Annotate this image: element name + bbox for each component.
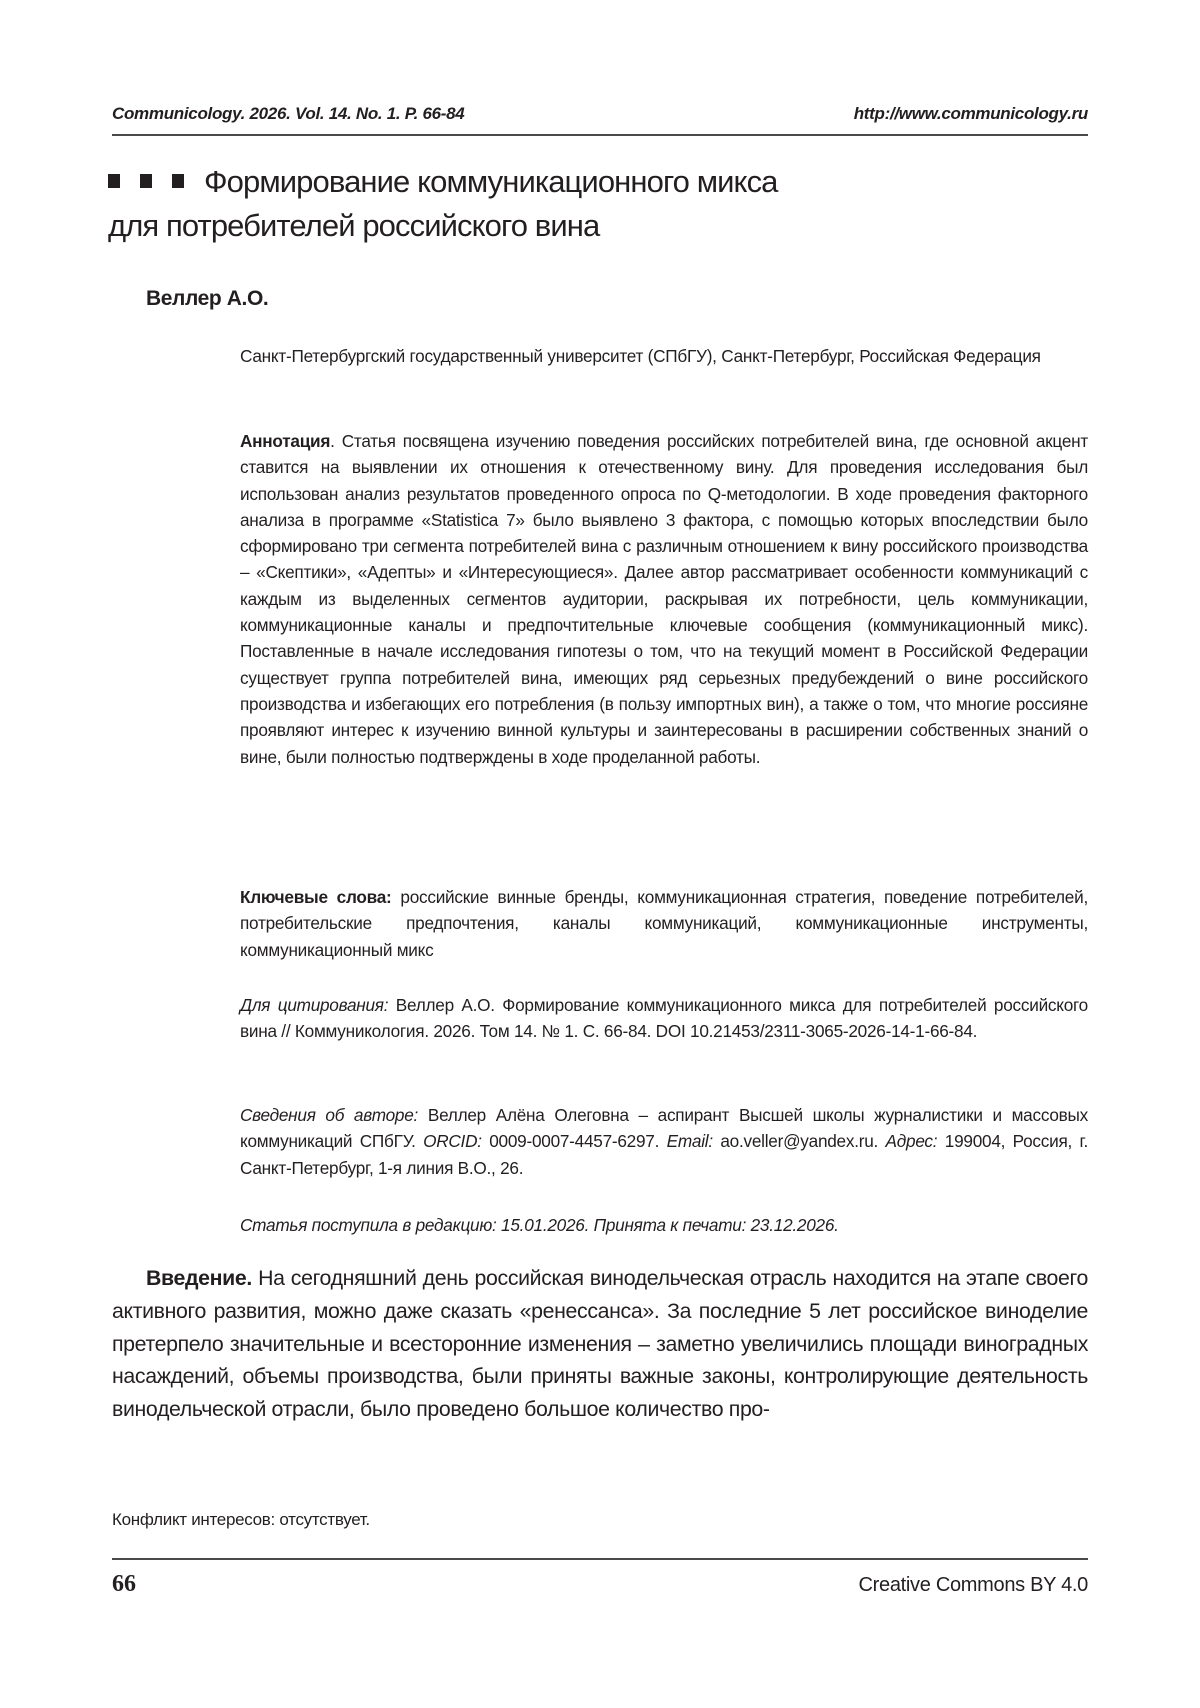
submission-dates: Статья поступила в редакцию: 15.01.2026. Принята к печати: 23.12.2026. [240,1215,839,1235]
abstract [240,428,1088,770]
journal-url[interactable]: http://www.communicology.ru [853,104,1088,123]
orcid-label: ORCID: [423,1131,482,1152]
abstract-label: Аннотация [240,431,331,451]
introduction-text: На сегодняшний день российская винодельческая отрасль находится на этапе своего активного развития, можно даже сказать «ренессанса». За последние 5 лет российское виноделие претерпело значительные и всесторонние изменения – заметно увеличились площади виноградных насаждений, объемы производства, были приняты важные законы, контролирующие деятельность винодельческой отрасли, было проведено большое количество про- [112,1266,1088,1422]
header-divider [112,134,1088,136]
author-info-label: Сведения об авторе: [240,1105,419,1125]
title-line-1: Формирование коммуникационного микса [204,164,778,199]
keywords-text: российские винные бренды, коммуникационная стратегия, поведение потребителей, потребительские предпочтения, каналы коммуникаций, коммуникационные инструменты, коммуникационный микс [240,887,1088,960]
article-title [108,160,1088,248]
square-bullet-icon [108,174,120,188]
author-name: Веллер А.О. [146,287,269,310]
journal-reference: Communicology. 2026. Vol. 14. No. 1. P. 66-84 [112,104,465,123]
license-label: Creative Commons BY 4.0 [858,1574,1088,1596]
introduction-paragraph [112,1262,1088,1426]
conflict-of-interest-note: Конфликт интересов: отсутствует. [112,1510,370,1529]
citation-text: Веллер А.О. Формирование коммуникационного микса для потребителей российского вина // Коммуникология. 2026. Том 14. № 1. С. 66-84. DOI 10.21453/2311-3065-2026-14-1-66-84. [240,995,1088,1042]
author-info-text: Веллер Алёна Олеговна – аспирант Высшей школы журналистики и массовых коммуникаций СПбГУ. [240,1105,1088,1152]
orcid-value: 0009-0007-4457-6297. [481,1131,667,1152]
email-label: Email: [666,1131,713,1152]
footer-divider [112,1558,1088,1560]
citation-label: Для цитирования: [240,995,389,1015]
address-value: 199004, Россия, г. Санкт-Петербург, 1-я линия В.О., 26. [240,1131,1088,1178]
author-info [240,1102,1088,1181]
citation [240,992,1088,1045]
running-header [112,104,1088,134]
keywords-label: Ключевые слова: [240,887,392,907]
affiliation: Санкт-Петербургский государственный университет (СПбГУ), Санкт-Петербург, Российская Федерация [240,346,1041,366]
page-number: 66 [112,1571,136,1597]
keywords [240,884,1088,963]
square-bullet-icon [172,174,184,188]
square-bullet-icon [140,174,152,188]
abstract-text: . Статья посвящена изучению поведения российских потребителей вина, где основной акцент ставится на выявлении их отношения к отечественному вину. Для проведения исследования был использован анализ результатов проведенного опроса по Q-методологии. В ходе проведения факторного анализа в программе «Statistica 7» было выявлено 3 фактора, с помощью которых впоследствии было сформировано три сегмента потребителей вина с различным отношением к вину российского производства – «Скептики», «Адепты» и «Интересующиеся». Далее автор рассматривает особенности коммуникаций с каждым из выделенных сегментов аудитории, раскрывая их потребности, цель коммуникации, коммуникационные каналы и предпочтительные ключевые сообщения (коммуникационный микс). Поставленные в начале исследования гипотезы о том, что на текущий момент в Российской Федерации существует группа потребителей вина, имеющих ряд серьезных предубеждений о вине российского производства и избегающих его потребления (в пользу импортных вин), а также о том, что многие россияне проявляют интерес к изучению винной культуры и заинтересованы в расширении собственных знаний о вине, были полностью подтверждены в ходе проделанной работы. [240,431,1088,767]
introduction-label: Введение. [146,1266,252,1290]
address-label: Адрес: [885,1131,938,1152]
title-line-2: для потребителей российского вина [108,208,600,243]
email-value[interactable]: ao.veller@yandex.ru. [712,1131,886,1152]
